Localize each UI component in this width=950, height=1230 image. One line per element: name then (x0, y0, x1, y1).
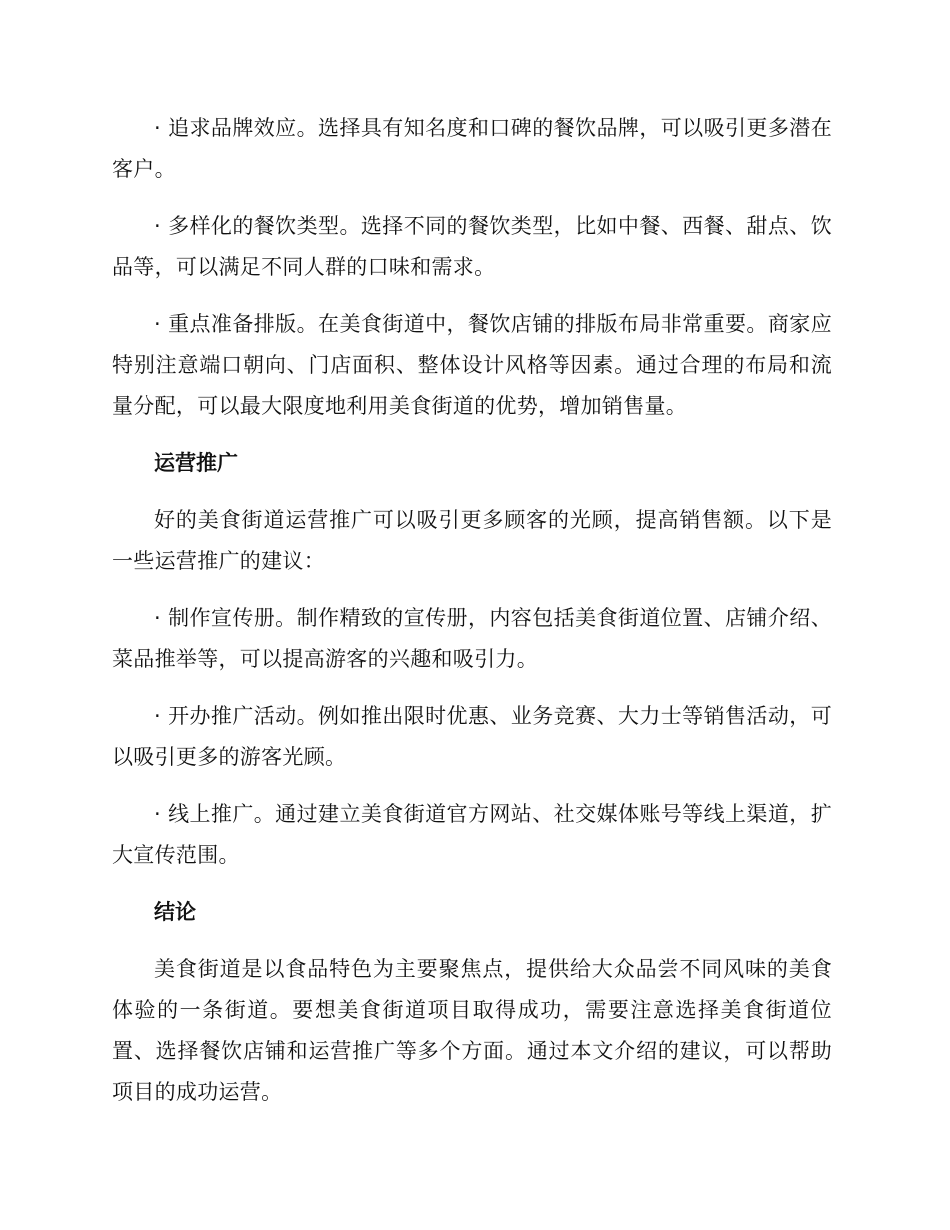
bullet-brand-effect: · 追求品牌效应。选择具有知名度和口碑的餐饮品牌，可以吸引更多潜在客户。 (112, 116, 832, 181)
document-page (112, 108, 832, 1129)
bullet-online-promotion: · 线上推广。通过建立美食街道官方网站、社交媒体账号等线上渠道，扩大宣传范围。 (112, 802, 832, 867)
bullet-promotion-events: · 开办推广活动。例如推出限时优惠、业务竞赛、大力士等销售活动，可以吸引更多的游客光顾。 (112, 704, 832, 769)
bullet-layout-planning: · 重点准备排版。在美食街道中，餐饮店铺的排版布局非常重要。商家应特别注意端口朝向、门店面积、整体设计风格等因素。通过合理的布局和流量分配，可以最大限度地利用美食街道的优势，增加销售量。 (112, 312, 832, 418)
bullet-brochure: · 制作宣传册。制作精致的宣传册，内容包括美食街道位置、店铺介绍、菜品推举等，可以提高游客的兴趣和吸引力。 (112, 606, 832, 671)
operations-intro: 好的美食街道运营推广可以吸引更多顾客的光顾，提高销售额。以下是一些运营推广的建议： (112, 508, 832, 573)
section-heading-conclusion: 结论 (154, 900, 196, 924)
bullet-cuisine-variety: · 多样化的餐饮类型。选择不同的餐饮类型，比如中餐、西餐、甜点、饮品等，可以满足不同人群的口味和需求。 (112, 214, 832, 279)
conclusion-paragraph: 美食街道是以食品特色为主要聚焦点，提供给大众品尝不同风味的美食体验的一条街道。要想美食街道项目取得成功，需要注意选择美食街道位置、选择餐饮店铺和运营推广等多个方面。通过本文介绍的建议，可以帮助项目的成功运营。 (112, 957, 832, 1104)
section-heading-operations: 运营推广 (154, 451, 238, 475)
